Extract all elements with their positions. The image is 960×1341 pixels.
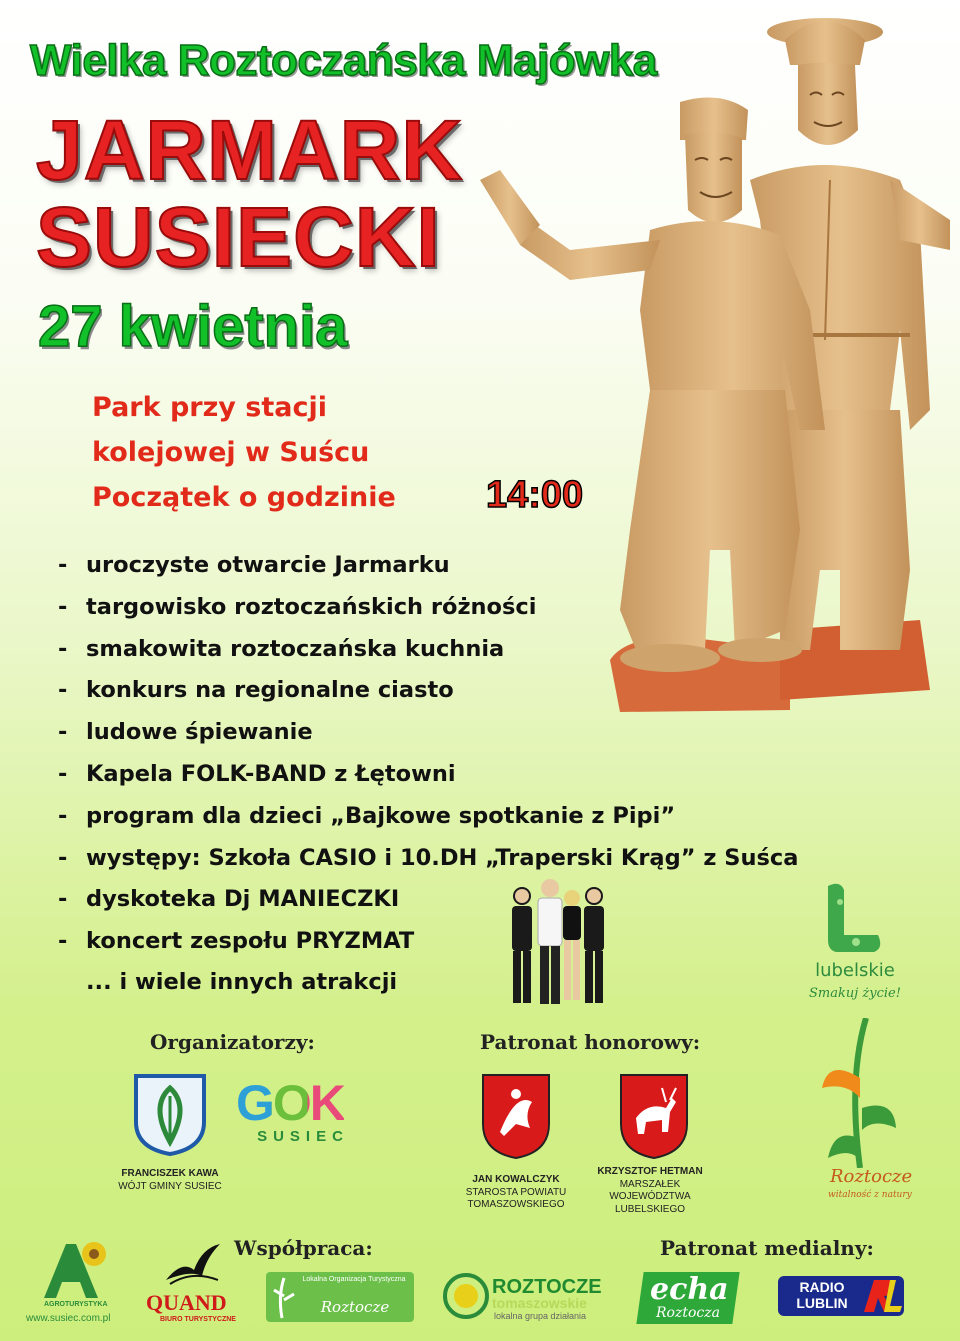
tagline: Wielka Roztoczańska Majówka xyxy=(30,36,657,85)
program-item-text: występy: Szkoła CASIO i 10.DH „Traperski Krąg” z Suśca xyxy=(86,844,799,871)
bullet-dash: - xyxy=(58,886,68,913)
radio-lublin-text xyxy=(786,1279,858,1311)
program-item-text: ludowe śpiewanie xyxy=(86,719,313,746)
quand-bird-logo-icon xyxy=(162,1240,222,1288)
gok-logo xyxy=(236,1074,344,1132)
website-url: www.susiec.com.pl xyxy=(26,1313,111,1324)
cooperation-heading: Współpraca: xyxy=(234,1236,373,1260)
roztocze-region-logo-icon xyxy=(818,1018,898,1168)
bullet-dash: - xyxy=(58,844,68,871)
echa-sub: Roztocza xyxy=(656,1305,720,1321)
marszalek-title-1: MARSZAŁEK xyxy=(619,1178,681,1190)
start-time: 14:00 xyxy=(486,474,584,516)
program-item-text: targowisko roztoczańskich różności xyxy=(86,593,537,620)
more-attractions: ... i wiele innych atrakcji xyxy=(86,969,398,995)
wojt-name: FRANCISZEK KAWA xyxy=(121,1168,219,1179)
bullet-dash: - xyxy=(58,552,68,578)
lubelskie-logo xyxy=(800,880,910,1010)
quand-name: QUAND xyxy=(146,1290,227,1315)
program-item xyxy=(58,590,898,632)
roztocze-name: Roztocze xyxy=(830,1166,913,1187)
program-item xyxy=(58,882,898,924)
lgd-caption: lokalna grupa działania xyxy=(494,1311,587,1321)
roztocze-slogan: witalność z natury xyxy=(828,1190,912,1200)
lot-caption: Lokalna Organizacja Turystyczna xyxy=(302,1276,406,1283)
event-date: 27 kwietnia xyxy=(38,294,348,359)
starosta-title-1: STAROSTA POWIATU xyxy=(465,1186,567,1198)
title-line-1: JARMARK xyxy=(36,103,463,197)
echa-name: echa xyxy=(650,1272,729,1307)
program-item xyxy=(58,757,898,799)
program-item xyxy=(58,673,898,715)
marszalek-title-3: LUBELSKIEGO xyxy=(614,1203,686,1215)
venue-line-1: Park przy stacji xyxy=(92,392,328,423)
bullet-dash: - xyxy=(58,928,68,955)
program-item xyxy=(58,632,898,674)
media-heading: Patronat medialny: xyxy=(660,1236,874,1260)
lubelskie-slogan: Smakuj życie! xyxy=(809,986,901,1001)
title-line-2: SUSIECKI xyxy=(36,190,441,284)
program-item-text: Kapela FOLK-BAND z Łętowni xyxy=(86,760,456,787)
radio-lublin-rl-icon xyxy=(862,1278,904,1314)
lot-name: Roztocze xyxy=(320,1298,390,1316)
bullet-dash: - xyxy=(58,802,68,829)
wojt-title: WÓJT GMINY SUSIEC xyxy=(118,1180,222,1192)
gok-logo-text: GOK xyxy=(236,1075,344,1131)
lot-figure-icon xyxy=(272,1276,296,1320)
bullet-dash: - xyxy=(58,593,68,620)
wojt-caption xyxy=(100,1168,240,1193)
gok-sub: SUSIEC xyxy=(257,1128,349,1145)
radio-line-2: LUBLIN xyxy=(796,1295,848,1311)
marszalek-title-2: WOJEWÓDZTWA xyxy=(609,1191,691,1202)
program-item xyxy=(58,841,898,883)
honorary-heading: Patronat honorowy: xyxy=(480,1030,701,1054)
program-item-text: uroczyste otwarcie Jarmarku xyxy=(86,552,450,578)
program-item xyxy=(58,715,898,757)
lubelskie-voivodeship-coat-of-arms-icon xyxy=(618,1072,690,1160)
program-item-text: smakowita roztoczańska kuchnia xyxy=(86,635,505,662)
bullet-dash: - xyxy=(58,719,68,746)
quand-sub: BIURO TURYSTYCZNE xyxy=(160,1316,236,1323)
starosta-caption xyxy=(448,1174,584,1212)
program-item xyxy=(58,924,898,966)
radio-line-1: RADIO xyxy=(799,1279,845,1295)
lgd-roztocze-sun-icon xyxy=(442,1272,490,1320)
lgd-region: tomaszowskie xyxy=(492,1295,587,1311)
program-item-text: program dla dzieci „Bajkowe spotkanie z Pipi” xyxy=(86,802,676,829)
marszalek-name: KRZYSZTOF HETMAN xyxy=(597,1166,703,1177)
agroturystyka-logo-icon xyxy=(40,1238,112,1302)
starosta-name: JAN KOWALCZYK xyxy=(472,1174,560,1185)
organizers-heading: Organizatorzy: xyxy=(150,1030,315,1054)
program-item-text: dyskoteka Dj MANIECZKI xyxy=(86,886,400,913)
marszalek-caption xyxy=(590,1166,710,1216)
lgd-name: ROZTOCZE xyxy=(492,1276,602,1298)
bullet-dash: - xyxy=(58,677,68,704)
program-item-text: konkurs na regionalne ciasto xyxy=(86,677,454,704)
bullet-dash: - xyxy=(58,635,68,662)
susiec-coat-of-arms-icon xyxy=(132,1072,208,1156)
band-photo xyxy=(500,876,620,1010)
tomaszow-county-coat-of-arms-icon xyxy=(480,1072,552,1160)
program-item xyxy=(58,799,898,841)
start-label: Początek o godzinie xyxy=(92,482,396,513)
program-item xyxy=(58,548,898,590)
venue-line-2: kolejowej w Suścu xyxy=(92,437,370,468)
lubelskie-name: lubelskie xyxy=(815,960,895,981)
agroturystyka-caption: AGROTURYSTYKA xyxy=(44,1301,108,1308)
starosta-title-2: TOMASZOWSKIEGO xyxy=(467,1199,565,1210)
lubelskie-l-icon xyxy=(800,880,910,960)
bullet-dash: - xyxy=(58,760,68,787)
program-item-text: koncert zespołu PRYZMAT xyxy=(86,928,415,955)
program-list xyxy=(58,548,898,966)
